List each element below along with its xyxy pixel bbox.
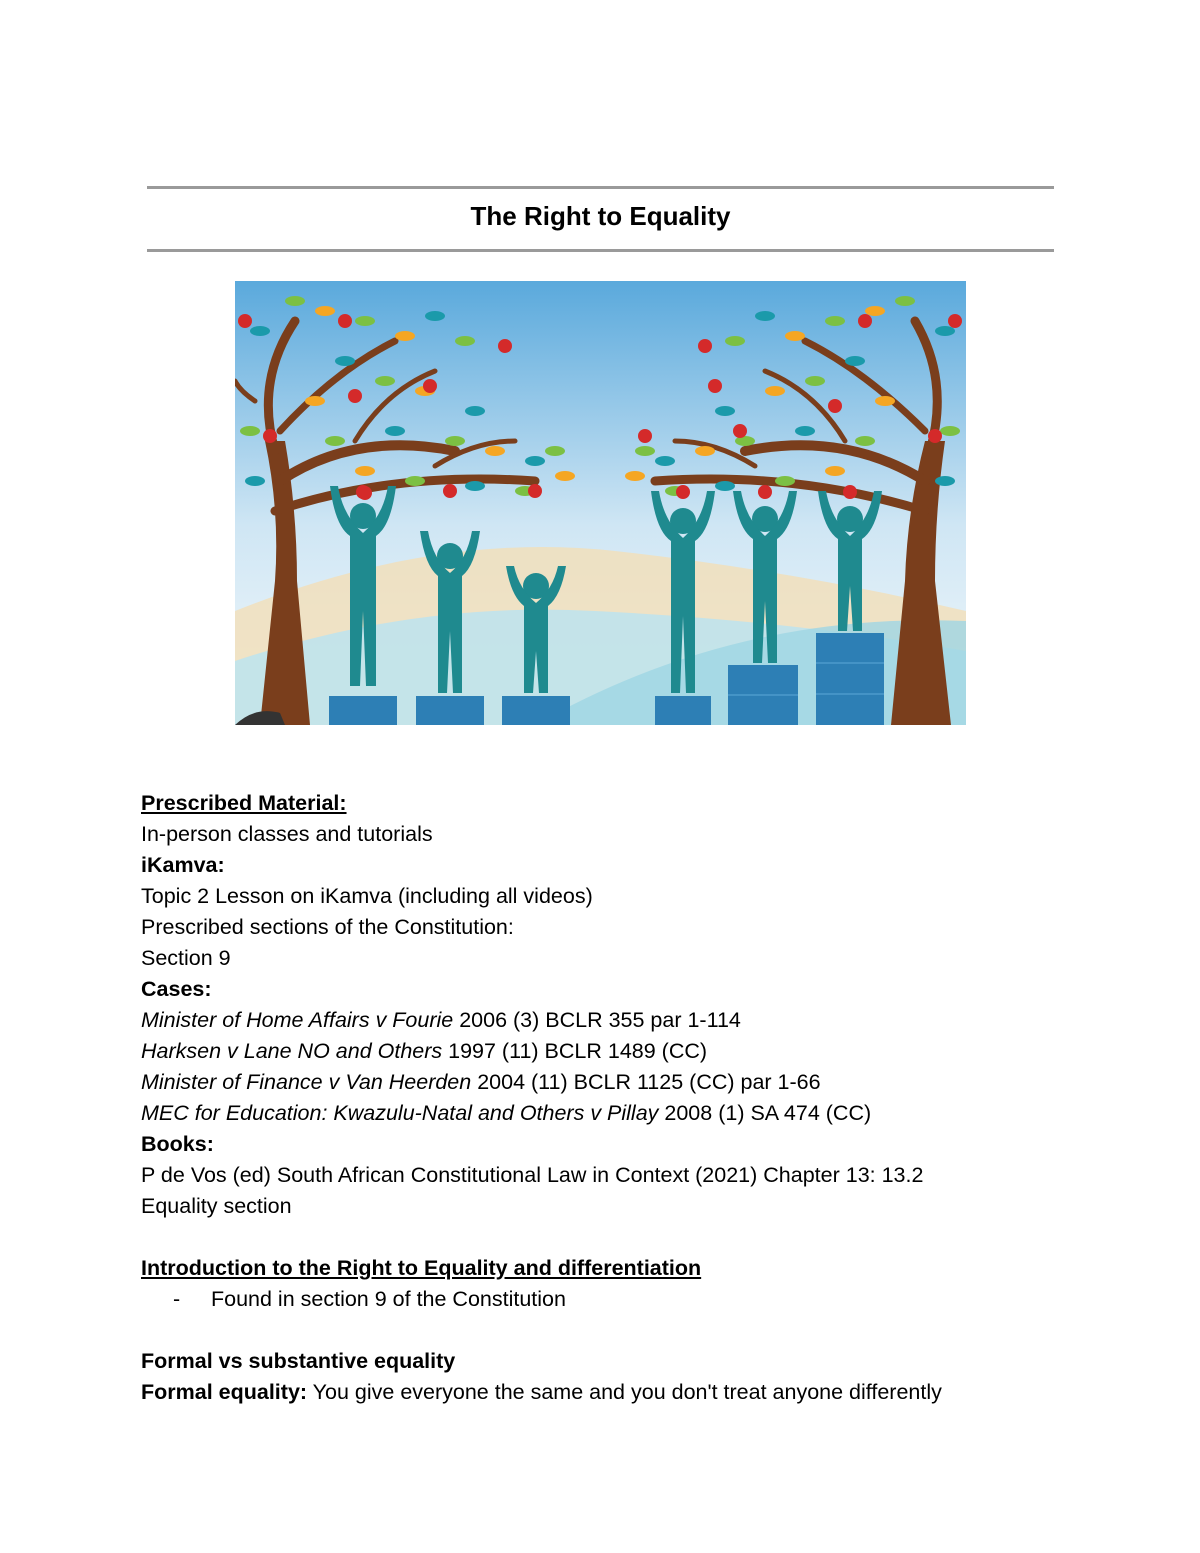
intro-heading: Introduction to the Right to Equality and differentiation xyxy=(141,1256,702,1280)
top-divider xyxy=(147,186,1054,189)
formal-vs-substantive-heading: Formal vs substantive equality xyxy=(141,1349,456,1373)
book-line: P de Vos (ed) South African Constitutional Law in Context (2021) Chapter 13: 13.2 xyxy=(141,1163,924,1187)
prescribed-material-heading: Prescribed Material: xyxy=(141,791,347,815)
case-item xyxy=(141,1067,1041,1098)
prescribed-line: In-person classes and tutorials xyxy=(141,822,433,846)
case-name: Minister of Home Affairs v Fourie xyxy=(141,1008,454,1032)
case-name: Minister of Finance v Van Heerden xyxy=(141,1070,472,1094)
case-citation: 2008 (1) SA 474 (CC) xyxy=(658,1101,872,1125)
case-item xyxy=(141,1098,1041,1129)
ikamva-heading: iKamva: xyxy=(141,853,225,877)
equality-equity-trees-illustration-icon xyxy=(235,281,966,725)
page-title: The Right to Equality xyxy=(470,201,731,231)
case-item xyxy=(141,1036,1041,1067)
dash-bullet: - xyxy=(173,1287,181,1311)
list-item-text: Found in section 9 of the Constitution xyxy=(211,1287,566,1311)
case-citation: 2004 (11) BCLR 1125 (CC) par 1-66 xyxy=(471,1070,821,1094)
section-line: Section 9 xyxy=(141,946,231,970)
case-name: Harksen v Lane NO and Others xyxy=(141,1039,443,1063)
case-item xyxy=(141,1005,1041,1036)
bottom-divider xyxy=(147,249,1054,252)
case-citation: 1997 (11) BCLR 1489 (CC) xyxy=(442,1039,708,1063)
cases-heading: Cases: xyxy=(141,977,212,1001)
books-heading: Books: xyxy=(141,1132,214,1156)
case-name: MEC for Education: Kwazulu-Natal and Others v Pillay xyxy=(141,1101,659,1125)
document-body xyxy=(141,788,1041,1408)
constitution-sections-line: Prescribed sections of the Constitution: xyxy=(141,915,514,939)
list-item xyxy=(141,1284,1041,1315)
formal-equality-label: Formal equality: xyxy=(141,1380,308,1404)
formal-equality-text: You give everyone the same and you don't treat anyone differently xyxy=(307,1380,942,1404)
spacer xyxy=(141,1315,1041,1346)
spacer xyxy=(141,1222,1041,1253)
ikamva-line: Topic 2 Lesson on iKamva (including all videos) xyxy=(141,884,593,908)
formal-equality-definition xyxy=(141,1377,1041,1408)
case-citation: 2006 (3) BCLR 355 par 1-114 xyxy=(453,1008,741,1032)
book-line-continued: Equality section xyxy=(141,1194,292,1218)
equality-illustration xyxy=(235,281,966,725)
